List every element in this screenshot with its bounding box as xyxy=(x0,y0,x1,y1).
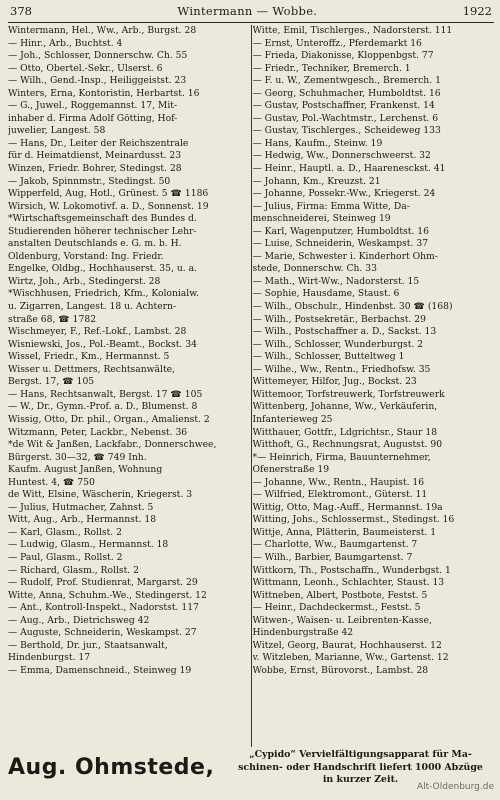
directory-entry: Wittenberg, Johanne, Ww., Verkäuferin, xyxy=(252,401,438,413)
directory-entry: — Aug., Arb., Dietrichsweg 42 xyxy=(8,614,150,626)
directory-entry: Wirsich, W. Lokomotivf. a. D., Sonnenst. 19 xyxy=(8,200,209,212)
directory-entry: — Wilh., Schlosser, Butteltweg 1 xyxy=(252,351,405,363)
directory-entry: Witting, Johs., Schlossermst., Stedingst. 16 xyxy=(252,514,455,526)
directory-entry: — Hinr., Arb., Buchtst. 4 xyxy=(8,37,123,49)
directory-entry: Infanterieweg 25 xyxy=(252,413,333,425)
directory-entry: Wischmeyer, F., Ref.-Lokf., Lambst. 28 xyxy=(8,326,187,338)
directory-entry: u. Zigarren, Langest. 18 u. Achtern- xyxy=(8,301,177,313)
directory-entry: Wittemoor, Torfstreuwerk, Torfstreuwerk xyxy=(252,388,445,400)
directory-entry: Witwen-, Waisen- u. Leibrenten-Kasse, xyxy=(252,614,432,626)
directory-entry: Studierenden höherer technischer Lehr- xyxy=(8,225,197,237)
page-header xyxy=(8,4,494,20)
directory-entry: Wirtz, Joh., Arb., Stedingerst. 28 xyxy=(8,275,161,287)
directory-entry: — Johanne, Ww., Rentn., Haupist. 16 xyxy=(252,476,425,488)
directory-entry: — Julius, Firma: Emma Witte, Da- xyxy=(252,200,410,212)
directory-entry: — Wilh., Barbier, Baumgartenst. 7 xyxy=(252,551,413,563)
right-column xyxy=(250,25,495,747)
page-year: 1922 xyxy=(462,4,492,18)
directory-entry: Witt, Aug., Arb., Hermannst. 18 xyxy=(8,514,157,526)
directory-entry: Witte, Emil, Tischlerges., Nadorsterst. 111 xyxy=(252,25,453,36)
header-rule xyxy=(8,22,494,23)
running-head: Wintermann — Wobbe. xyxy=(177,4,318,18)
directory-entry: — Hedwig, Ww., Donnerschweerst. 32 xyxy=(252,150,431,162)
directory-entry: — Wilh., Obschulr., Hindenbst. 30 ☎ (168) xyxy=(252,301,453,313)
directory-entry: anstalten Deutschlands e. G. m. b. H. xyxy=(8,238,182,250)
directory-entry: Witthoft, G., Rechnungsrat, Augustst. 90 xyxy=(252,439,443,451)
watermark: Alt-Oldenburg.de xyxy=(416,782,494,792)
directory-entry: — Sophie, Hausdame, Staust. 6 xyxy=(252,288,400,300)
directory-entry: — Rudolf, Prof. Studienrat, Margarst. 29 xyxy=(8,577,198,589)
directory-entry: Wittkorn, Th., Postschaffn., Wunderbgst. 1 xyxy=(252,564,451,576)
column-divider xyxy=(251,25,252,747)
directory-entry: — Gustav, Postschaffner, Frankenst. 14 xyxy=(252,100,435,112)
directory-entry: Witzel, Georg, Baurat, Hochhauserst. 12 xyxy=(252,639,442,651)
directory-entry: Oldenburg, Vorstand: Ing. Friedr. xyxy=(8,250,164,262)
directory-entry: Wisniewski, Jos., Pol.-Beamt., Bockst. 34 xyxy=(8,338,197,350)
directory-entry: Hindenburgstraße 42 xyxy=(252,627,354,639)
directory-entry: — Johanne, Possekr.-Ww., Kriegerst. 24 xyxy=(252,188,436,200)
directory-entry: v. Witzleben, Marianne, Ww., Gartenst. 12 xyxy=(252,652,449,664)
directory-entry: *Wischhusen, Friedrich, Kfm., Kolonialw. xyxy=(8,288,199,300)
directory-entry: *Wirtschaftsgemeinschaft des Bundes d. xyxy=(8,213,197,225)
directory-entry: Bürgerst. 30—32, ☎ 749 Inh. xyxy=(8,451,147,463)
directory-entry: Wittmann, Leonh., Schlachter, Staust. 13 xyxy=(252,577,445,589)
directory-entry: — Julius, Hutmacher, Zahnst. 5 xyxy=(8,501,154,513)
directory-entry: Huntest. 4, ☎ 750 xyxy=(8,476,95,488)
directory-entry: — Karl, Wagenputzer, Humboldtst. 16 xyxy=(252,225,429,237)
ad-line: „Cypido“ Vervielfältigungsapparat für Ma- xyxy=(249,749,472,761)
directory-entry: Wittje, Anna, Plätterin, Baumeisterst. 1 xyxy=(252,526,437,538)
directory-entry: — Ant., Kontroll-Inspekt., Nadorstst. 117 xyxy=(8,602,199,614)
columns xyxy=(8,25,494,747)
directory-entry: — Wilh., Postschaffner a. D., Sackst. 13 xyxy=(252,326,437,338)
directory-entry: — Wilhe., Ww., Rentn., Friedhofsw. 35 xyxy=(252,363,431,375)
directory-entry: — Luise, Schneiderin, Weskampst. 37 xyxy=(252,238,429,250)
ad-line: in kurzer Zeit. xyxy=(322,774,399,786)
directory-entry: — Charlotte, Ww., Baumgartenst. 7 xyxy=(252,539,418,551)
directory-entry: — Johann, Km., Kreuzst. 21 xyxy=(252,175,381,187)
directory-entry: — Joh., Schlosser, Donnerschw. Ch. 55 xyxy=(8,50,188,62)
directory-entry: Wittig, Otto, Mag.-Auff., Hermannst. 19a xyxy=(252,501,443,513)
directory-entry: Wissig, Otto, Dr. phil., Organ., Amalienst. 2 xyxy=(8,413,210,425)
directory-entry: — Wilh., Schlosser, Wunderburgst. 2 xyxy=(252,338,424,350)
directory-entry: — Jakob, Spinnmstr., Stedingst. 50 xyxy=(8,175,171,187)
directory-entry: Bergst. 17, ☎ 105 xyxy=(8,376,95,388)
directory-entry: Ofenerstraße 19 xyxy=(252,464,330,476)
directory-entry: Wissel, Friedr., Km., Hermannst. 5 xyxy=(8,351,170,363)
directory-entry: — Richard, Glasm., Rollst. 2 xyxy=(8,564,139,576)
left-column xyxy=(8,25,250,747)
directory-entry: Wittemeyer, Hilfor, Jug., Bockst. 23 xyxy=(252,376,417,388)
directory-entry: — Otto, Obertel.-Sekr., Ulserst. 6 xyxy=(8,62,163,74)
directory-entry: — Hans, Dr., Leiter der Reichszentrale xyxy=(8,137,189,149)
ad-company-name: Aug. Ohmstede, xyxy=(8,755,215,780)
directory-entry: Witzmann, Peter, Lackbr., Nebenst. 36 xyxy=(8,426,188,438)
directory-entry: de Witt, Elsine, Wäscherin, Kriegerst. 3 xyxy=(8,489,193,501)
directory-entry: *— Heinrich, Firma, Bauunternehmer, xyxy=(252,451,431,463)
directory-entry: — Frieda, Diakonisse, Kloppenbgst. 77 xyxy=(252,50,434,62)
directory-entry: — Auguste, Schneiderin, Weskampst. 27 xyxy=(8,627,197,639)
directory-entry: — Emma, Damenschneid., Steinweg 19 xyxy=(8,664,192,676)
directory-entry: inhaber d. Firma Adolf Götting, Hof- xyxy=(8,112,178,124)
directory-entry: — W., Dr., Gymn.-Prof. a. D., Blumenst. 8 xyxy=(8,401,198,413)
directory-entry: — Heinr., Dachdeckermst., Festst. 5 xyxy=(252,602,421,614)
page-number: 378 xyxy=(10,4,32,18)
directory-entry: juwelier, Langest. 58 xyxy=(8,125,106,137)
directory-entry: — Hans, Rechtsanwalt, Bergst. 17 ☎ 105 xyxy=(8,388,203,400)
directory-entry: Kaufm. August Janßen, Wohnung xyxy=(8,464,163,476)
directory-entry: — Gustav, Tischlerges., Scheideweg 133 xyxy=(252,125,441,137)
directory-entry: — Heinr., Hauptl. a. D., Haarenesckst. 41 xyxy=(252,163,446,175)
directory-entry: straße 68, ☎ 1782 xyxy=(8,313,97,325)
directory-entry: — Karl, Glasm., Rollst. 2 xyxy=(8,526,122,538)
directory-entry: Wipperfeld, Aug, Hotl., Grünest. 5 ☎ 1186 xyxy=(8,188,209,200)
directory-entry: — Wilfried, Elektromont., Güterst. 11 xyxy=(252,489,428,501)
directory-entry: Hindenburgst. 17 xyxy=(8,652,91,664)
directory-entry: Wisser u. Dettmers, Rechtsanwälte, xyxy=(8,363,175,375)
directory-entry: — Georg, Schuhmacher, Humboldtst. 16 xyxy=(252,87,441,99)
directory-entry: — Hans, Kaufm., Steinw. 19 xyxy=(252,137,383,149)
directory-entry: Wobbe, Ernst, Bürovorst., Lambst. 28 xyxy=(252,664,429,676)
directory-entry: Winzen, Friedr. Bohrer, Stedingst. 28 xyxy=(8,163,182,175)
directory-entry: Witte, Anna, Schuhm.-We., Stedingerst. 12 xyxy=(8,589,207,601)
directory-entry: — G., Juwel., Roggemannst. 17, Mit- xyxy=(8,100,178,112)
directory-entry: — Ludwig, Glasm., Hermannst. 18 xyxy=(8,539,169,551)
directory-entry: Winters, Erna, Kontoristin, Herbartst. 16 xyxy=(8,87,200,99)
directory-entry: Engelke, Oldbg., Hochhauserst. 35, u. a. xyxy=(8,263,197,275)
directory-entry: — Gustav, Pol.-Wachtmstr., Lerchenst. 6 xyxy=(252,112,439,124)
directory-entry: — Marie, Schwester i. Kinderhort Ohm- xyxy=(252,250,438,262)
directory-entry: — F. u. W., Zementwgesch., Bremerch. 1 xyxy=(252,75,441,87)
directory-entry: — Wilh., Postsekretär., Berbachst. 29 xyxy=(252,313,426,325)
directory-entry: — Math., Wirt-Ww., Nadorsterst. 15 xyxy=(252,275,420,287)
directory-entry: stede, Donnerschw. Ch. 33 xyxy=(252,263,377,275)
ad-line: schinen- oder Handschrift liefert 1000 Abzüge xyxy=(238,761,483,773)
directory-entry: *de Wit & Janßen, Lackfabr., Donnerschwee, xyxy=(8,439,217,451)
directory-entry: — Wilh., Gend.-Insp., Heiliggeistst. 23 xyxy=(8,75,187,87)
directory-page xyxy=(8,4,494,747)
directory-entry: für d. Heimatdienst, Meinardusst. 23 xyxy=(8,150,182,162)
directory-entry: — Ernst, Unteroffz., Pferdemarkt 16 xyxy=(252,37,422,49)
directory-entry: menschneiderei, Steinweg 19 xyxy=(252,213,391,225)
directory-entry: Wintermann, Hel., Ww., Arb., Burgst. 28 xyxy=(8,25,197,36)
directory-entry: Witthauer, Gottfr., Ldgrichtsr., Staur 18 xyxy=(252,426,438,438)
directory-entry: — Paul, Glasm., Rollst. 2 xyxy=(8,551,123,563)
directory-entry: Wittneben, Albert, Postbote, Festst. 5 xyxy=(252,589,428,601)
directory-entry: — Friedr., Techniker, Bremerch. 1 xyxy=(252,62,411,74)
directory-entry: — Berthold, Dr. jur., Staatsanwalt, xyxy=(8,639,168,651)
